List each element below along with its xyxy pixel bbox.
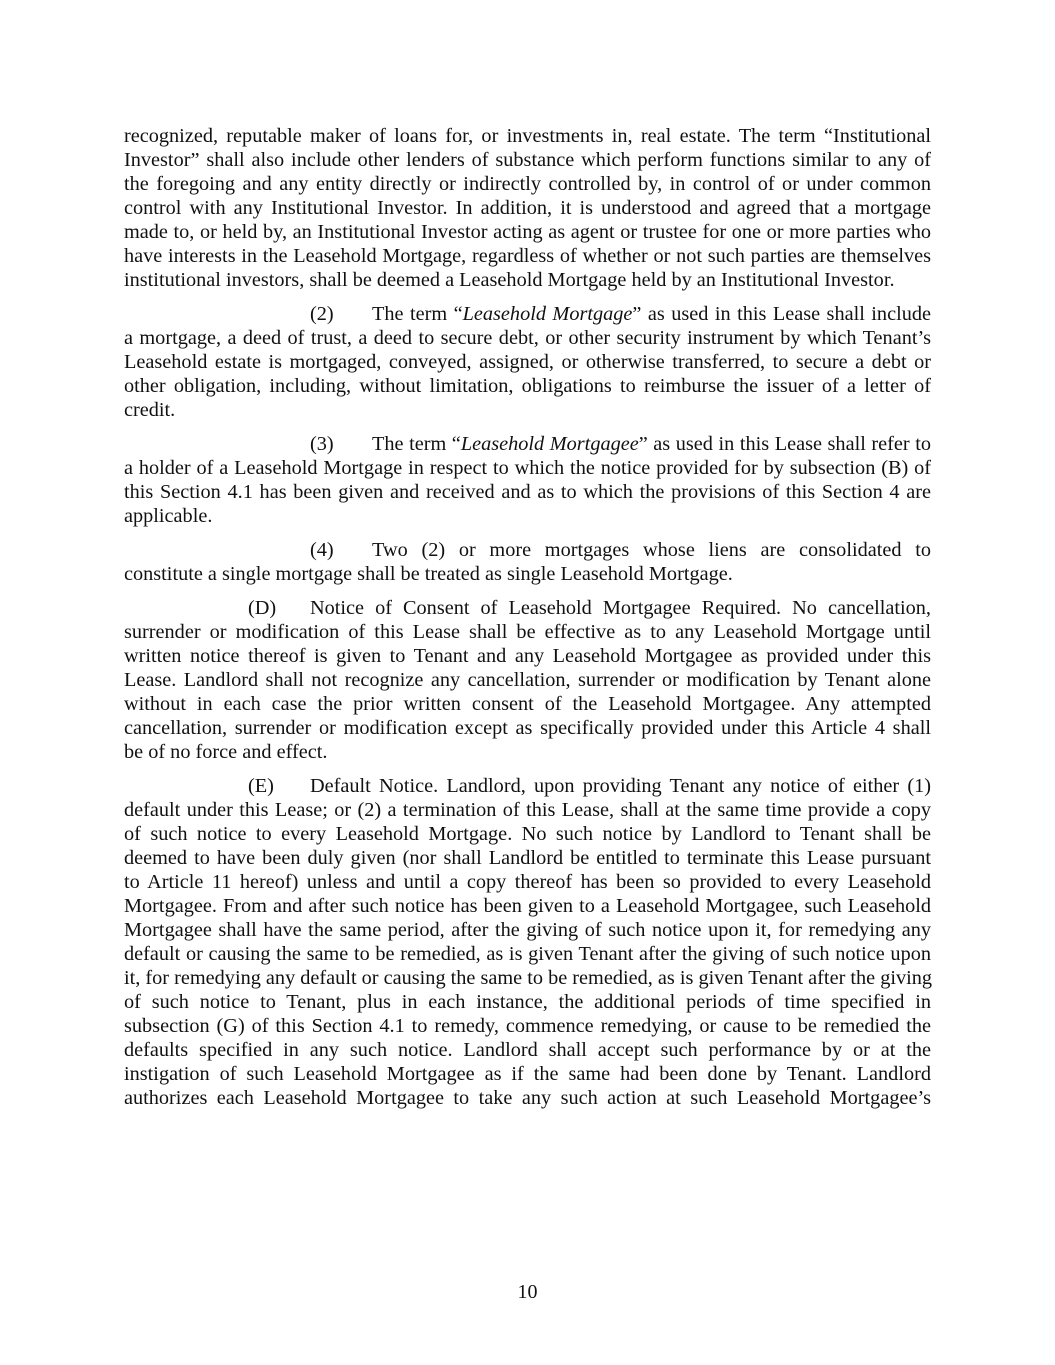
text-fragment: ” as used in this Lease shall refer to bbox=[638, 433, 931, 455]
text-fragment: Notice of Consent of Leasehold Mortgagee Required. No cancellation, bbox=[310, 597, 931, 619]
paragraph-section-e bbox=[124, 774, 931, 1110]
paragraph-clause-3 bbox=[124, 432, 931, 528]
text-line: Lease. Landlord shall not recognize any cancellation, surrender or modification by Tenant alone bbox=[124, 669, 931, 691]
text-line: a holder of a Leasehold Mortgage in respect to which the notice provided for by subsection (B) of bbox=[124, 457, 931, 479]
section-label: (E) bbox=[248, 775, 274, 797]
text-line: this Section 4.1 has been given and received and as to which the provisions of this Section 4 are bbox=[124, 481, 931, 503]
paragraph-clause-2 bbox=[124, 302, 931, 422]
section-label: (D) bbox=[248, 597, 277, 619]
text-line: the foregoing and any entity directly or indirectly controlled by, in control of or under common bbox=[124, 173, 931, 195]
text-line: recognized, reputable maker of loans for, or investments in, real estate. The term “Institutional bbox=[124, 125, 931, 147]
text-fragment: The term “ bbox=[372, 433, 461, 455]
clause-label: (2) bbox=[310, 303, 334, 325]
paragraph-institutional-investor bbox=[124, 124, 931, 292]
text-line: default under this Lease; or (2) a termination of this Lease, shall at the same time provide a copy bbox=[124, 799, 931, 821]
clause-label: (4) bbox=[310, 539, 334, 561]
text-line: a mortgage, a deed of trust, a deed to secure debt, or other security instrument by which Tenant’s bbox=[124, 327, 931, 349]
text-fragment: ” as used in this Lease shall include bbox=[632, 303, 931, 325]
text-line-first bbox=[124, 538, 931, 562]
clause-label: (3) bbox=[310, 433, 334, 455]
text-line: Investor” shall also include other lenders of substance which perform functions similar to any of bbox=[124, 149, 931, 171]
defined-term: Leasehold Mortgagee bbox=[460, 433, 639, 455]
text-line: applicable. bbox=[124, 505, 213, 527]
text-line: subsection (G) of this Section 4.1 to remedy, commence remedying, or cause to be remedied the bbox=[124, 1015, 931, 1037]
text-line: to Article 11 hereof) unless and until a copy thereof has been so provided to every Leasehold bbox=[124, 871, 931, 893]
text-line-first bbox=[124, 432, 931, 456]
text-line: constitute a single mortgage shall be treated as single Leasehold Mortgage. bbox=[124, 563, 733, 585]
text-line: written notice thereof is given to Tenant and any Leasehold Mortgagee as provided under this bbox=[124, 645, 931, 667]
text-fragment: Two (2) or more mortgages whose liens are consolidated to bbox=[372, 539, 931, 561]
text-line: authorizes each Leasehold Mortgagee to take any such action at such Leasehold Mortgagee’s bbox=[124, 1087, 931, 1109]
text-line: deemed to have been duly given (nor shall Landlord be entitled to terminate this Lease pursuant bbox=[124, 847, 931, 869]
text-fragment: Default Notice. Landlord, upon providing Tenant any notice of either (1) bbox=[310, 775, 931, 797]
text-line: made to, or held by, an Institutional Investor acting as agent or trustee for one or more parties who bbox=[124, 221, 931, 243]
page-number: 10 bbox=[517, 1281, 538, 1303]
paragraph-section-d bbox=[124, 596, 931, 764]
text-line: of such notice to Tenant, plus in each instance, the additional periods of time specified in bbox=[124, 991, 931, 1013]
document-page bbox=[124, 124, 931, 1120]
text-line: it, for remedying any default or causing the same to be remedied, as is given Tenant after the giving bbox=[124, 967, 933, 989]
text-line: instigation of such Leasehold Mortgagee as if the same had been done by Tenant. Landlord bbox=[124, 1063, 931, 1085]
text-line: surrender or modification of this Lease shall be effective as to any Leasehold Mortgage until bbox=[124, 621, 931, 643]
text-line: have interests in the Leasehold Mortgage, regardless of whether or not such parties are themselves bbox=[124, 245, 931, 267]
text-line: without in each case the prior written consent of the Leasehold Mortgagee. Any attempted bbox=[124, 693, 931, 715]
text-line: be of no force and effect. bbox=[124, 741, 328, 763]
text-fragment: The term “ bbox=[372, 303, 463, 325]
text-line: defaults specified in any such notice. Landlord shall accept such performance by or at the bbox=[124, 1039, 931, 1061]
text-line-first bbox=[124, 302, 931, 326]
text-line: other obligation, including, without limitation, obligations to reimburse the issuer of a letter of bbox=[124, 375, 931, 397]
text-line: of such notice to every Leasehold Mortgage. No such notice by Landlord to Tenant shall be bbox=[124, 823, 931, 845]
text-line: credit. bbox=[124, 399, 176, 421]
text-line: cancellation, surrender or modification except as specifically provided under this Article 4 shall bbox=[124, 717, 931, 739]
text-line: Mortgagee shall have the same period, after the giving of such notice upon it, for remedying any bbox=[124, 919, 931, 941]
paragraph-clause-4 bbox=[124, 538, 931, 586]
defined-term: Leasehold Mortgage bbox=[462, 303, 633, 325]
text-line-first bbox=[124, 774, 931, 798]
text-line: Leasehold estate is mortgaged, conveyed, assigned, or otherwise transferred, to secure a debt or bbox=[124, 351, 931, 373]
text-line: default or causing the same to be remedied, as is given Tenant after the giving of such notice upon bbox=[124, 943, 931, 965]
text-line-first bbox=[124, 596, 931, 620]
text-line: control with any Institutional Investor. In addition, it is understood and agreed that a mortgage bbox=[124, 197, 931, 219]
text-line: Mortgagee. From and after such notice has been given to a Leasehold Mortgagee, such Leasehold bbox=[124, 895, 931, 917]
text-line: institutional investors, shall be deemed a Leasehold Mortgage held by an Institutional Investor. bbox=[124, 269, 895, 291]
